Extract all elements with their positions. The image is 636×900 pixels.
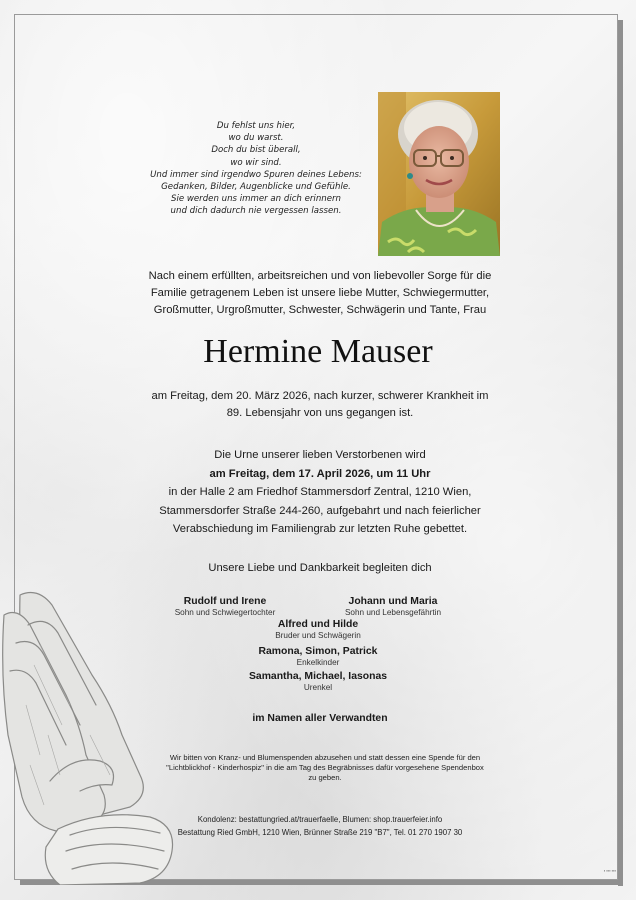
poem-line: Und immer sind irgendwo Spuren deines Lebens: (150, 169, 362, 180)
note-line: zu geben. (308, 773, 342, 782)
funeral-date: am Freitag, dem 17. April 2026, um 11 Uhr (209, 467, 431, 480)
mourner-relation: Urenkel (303, 683, 333, 692)
funeral-line: Stammersdorfer Straße 244-260, aufgebahrt und nach feierlicher (159, 504, 481, 517)
mourner-name: Samantha, Michael, Iasonas (248, 671, 388, 682)
mourner-relation: Sohn und Schwiegertochter (174, 608, 276, 617)
mourner-name: Alfred und Hilde (277, 619, 359, 630)
portrait-illustration (378, 92, 500, 256)
death-text (110, 388, 530, 422)
portrait-photo (378, 92, 500, 256)
note-line: Wir bitten von Kranz- und Blumenspenden abzusehen und statt dessen eine Spende für den (169, 753, 481, 762)
mourner-entry (198, 645, 438, 668)
poem-line: Sie werden uns immer an dich erinnern (171, 194, 341, 205)
footer-funeral-home: Bestattung Ried GmbH, 1210 Wien, Brünner Straße 219 "B7", Tel. 01 270 1907 30 (177, 828, 463, 837)
thanks-text: Unsere Liebe und Dankbarkeit begleiten dich (208, 562, 432, 574)
funeral-line: in der Halle 2 am Friedhof Stammersdorf Zentral, 1210 Wien, (168, 486, 472, 498)
praying-hands-icon (0, 585, 185, 885)
death-line: 89. Lebensjahr von uns gegangen ist. (226, 407, 414, 419)
funeral-line: Verabschiedung im Familiengrab zur letzten Ruhe gebettet. (172, 523, 468, 535)
mourner-name: Johann und Maria (348, 596, 438, 607)
funeral-details (110, 446, 530, 539)
frame-shadow-right (618, 20, 623, 886)
donation-note (130, 753, 520, 783)
mourner-name: Ramona, Simon, Patrick (258, 646, 378, 657)
printer-mark: ▪ ▪▪▪ ▪▪▪ (603, 868, 616, 873)
intro-line: Familie getragenem Leben ist unsere liebe Mutter, Schwiegermutter, (150, 287, 490, 299)
deceased-name: Hermine Mauser (203, 333, 433, 370)
intro-text (110, 268, 530, 319)
closing-text: im Namen aller Verwandten (252, 713, 388, 724)
poem-line: Doch du bist überall, (211, 145, 301, 156)
poem (136, 120, 376, 218)
poem-line: und dich dadurch nie vergessen lassen. (170, 206, 342, 217)
mourner-relation: Enkelkinder (296, 658, 340, 667)
death-line: am Freitag, dem 20. März 2026, nach kurzer, schwerer Krankheit im (151, 390, 489, 402)
mourner-entry (218, 618, 418, 641)
mourner-name: Rudolf und Irene (183, 596, 267, 607)
mourner-entry (318, 595, 468, 618)
mourner-relation: Sohn und Lebensgefährtin (344, 608, 442, 617)
intro-line: Nach einem erfüllten, arbeitsreichen und von liebevoller Sorge für die (148, 270, 492, 282)
funeral-line: Die Urne unserer lieben Verstorbenen wird (214, 449, 426, 461)
poem-line: wo du warst. (228, 133, 284, 144)
poem-line: Gedanken, Bilder, Augenblicke und Gefühle. (161, 182, 351, 193)
footer-condolence: Kondolenz: bestattungried.at/trauerfaelle, Blumen: shop.trauerfeier.info (197, 815, 443, 824)
intro-line: Großmutter, Urgroßmutter, Schwester, Schwägerin und Tante, Frau (153, 304, 487, 316)
poem-line: Du fehlst uns hier, (216, 121, 296, 131)
poem-line: wo wir sind. (230, 157, 282, 168)
mourner-relation: Bruder und Schwägerin (275, 631, 361, 640)
mourner-entry (198, 670, 438, 693)
note-line: "Lichtblickhof - Kinderhospiz" in die am Tag des Begräbnisses dafür vorgesehene Spendenbox (166, 763, 484, 772)
